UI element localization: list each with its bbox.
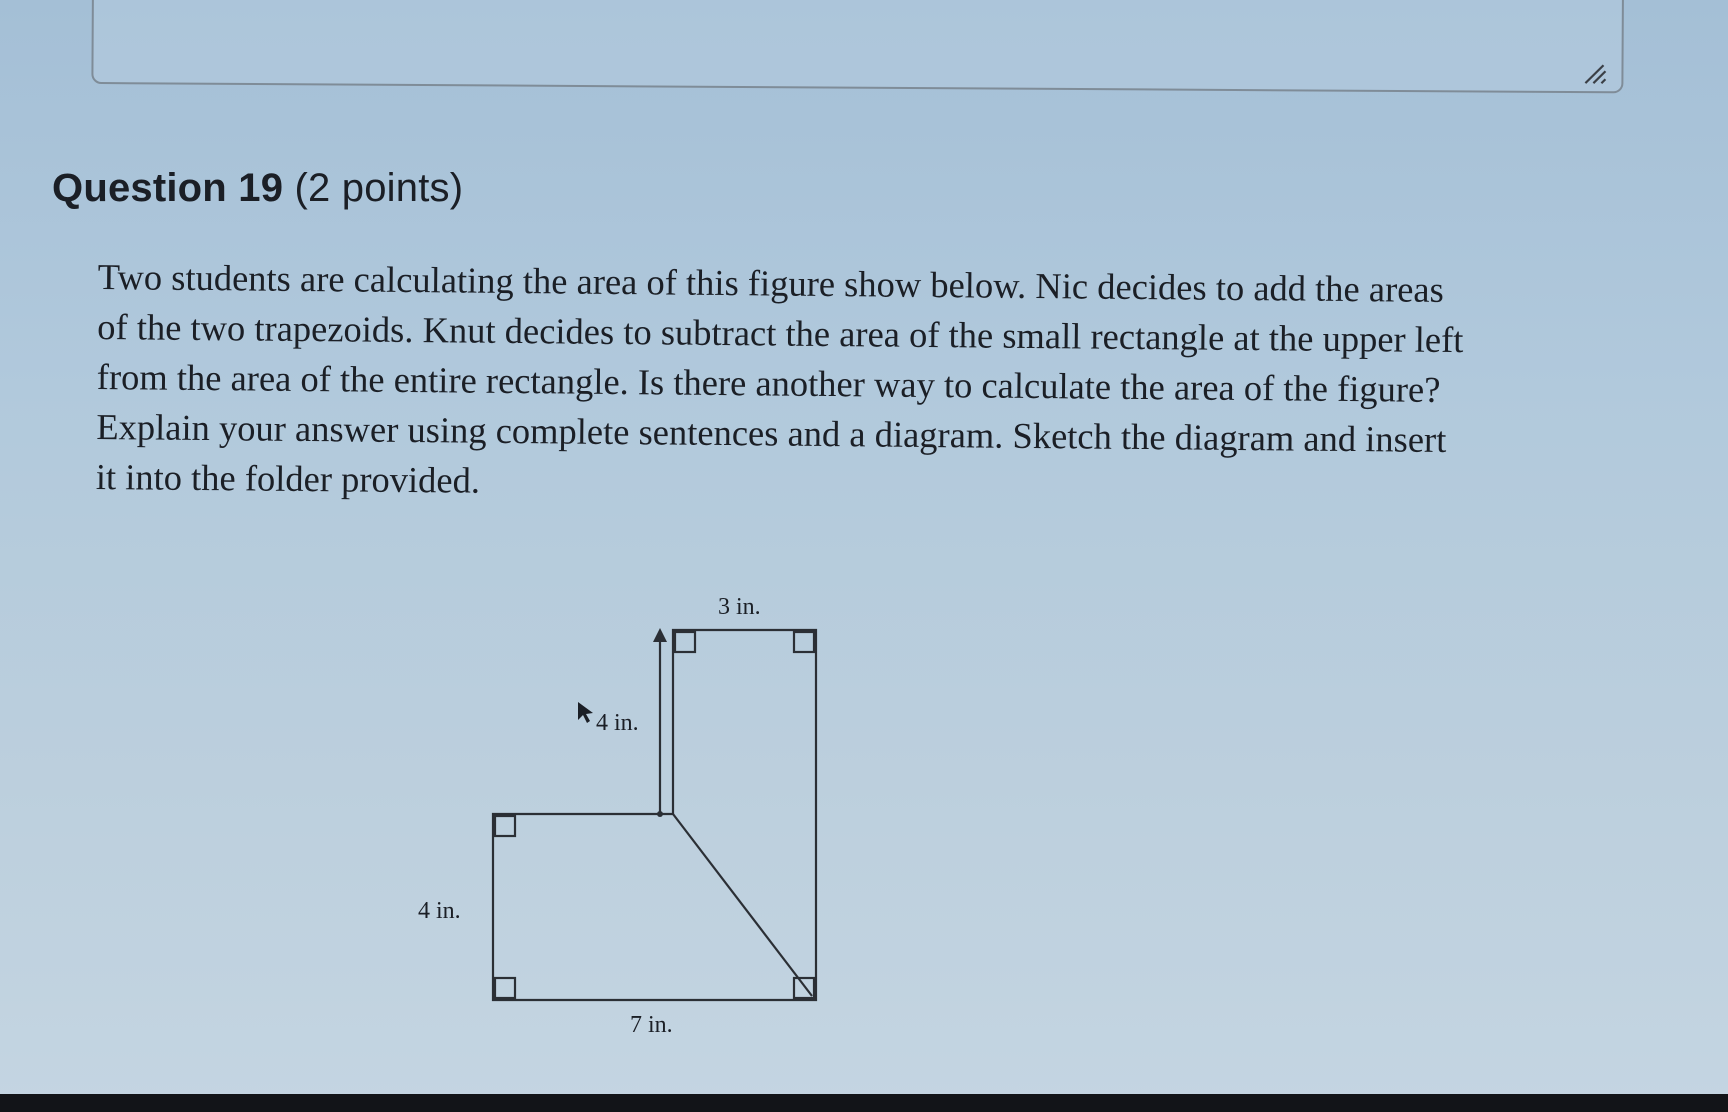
composite-figure-diagram — [400, 580, 840, 1040]
question-text-line: Explain your answer using complete sentences and a diagram. Sketch the diagram and insert — [96, 405, 1447, 460]
question-text-line: from the area of the entire rectangle. Is there another way to calculate the area of the figure? — [96, 355, 1441, 410]
previous-answer-textarea[interactable] — [91, 0, 1624, 93]
arrow-tail-dot — [657, 811, 663, 817]
label-bottom-width: 7 in. — [630, 1012, 673, 1038]
question-text-line: it into the folder provided. — [95, 455, 481, 501]
question-header — [52, 166, 463, 211]
resize-handle-icon[interactable] — [1581, 59, 1607, 85]
right-angle-mark — [794, 632, 814, 652]
question-text-line: Two students are calculating the area of this figure show below. Nic decides to add the areas — [97, 255, 1445, 310]
right-angle-mark — [495, 816, 515, 836]
label-top-width: 3 in. — [718, 594, 761, 620]
screen-bottom-edge — [0, 1094, 1728, 1112]
cursor-arrow-icon — [578, 702, 593, 723]
label-upper-left-side: 4 in. — [596, 710, 639, 736]
right-angle-mark — [495, 978, 515, 998]
diagonal-divider — [673, 814, 812, 996]
question-text-line: of the two trapezoids. Knut decides to subtract the area of the small rectangle at the upper left — [97, 305, 1464, 361]
question-points: (2 points) — [294, 166, 464, 210]
label-left-side: 4 in. — [418, 898, 461, 924]
figure-outline — [493, 630, 816, 1000]
question-prompt — [96, 252, 1618, 517]
right-angle-mark — [675, 632, 695, 652]
question-title: Question 19 — [52, 166, 284, 210]
arrow-head-icon — [653, 628, 667, 642]
